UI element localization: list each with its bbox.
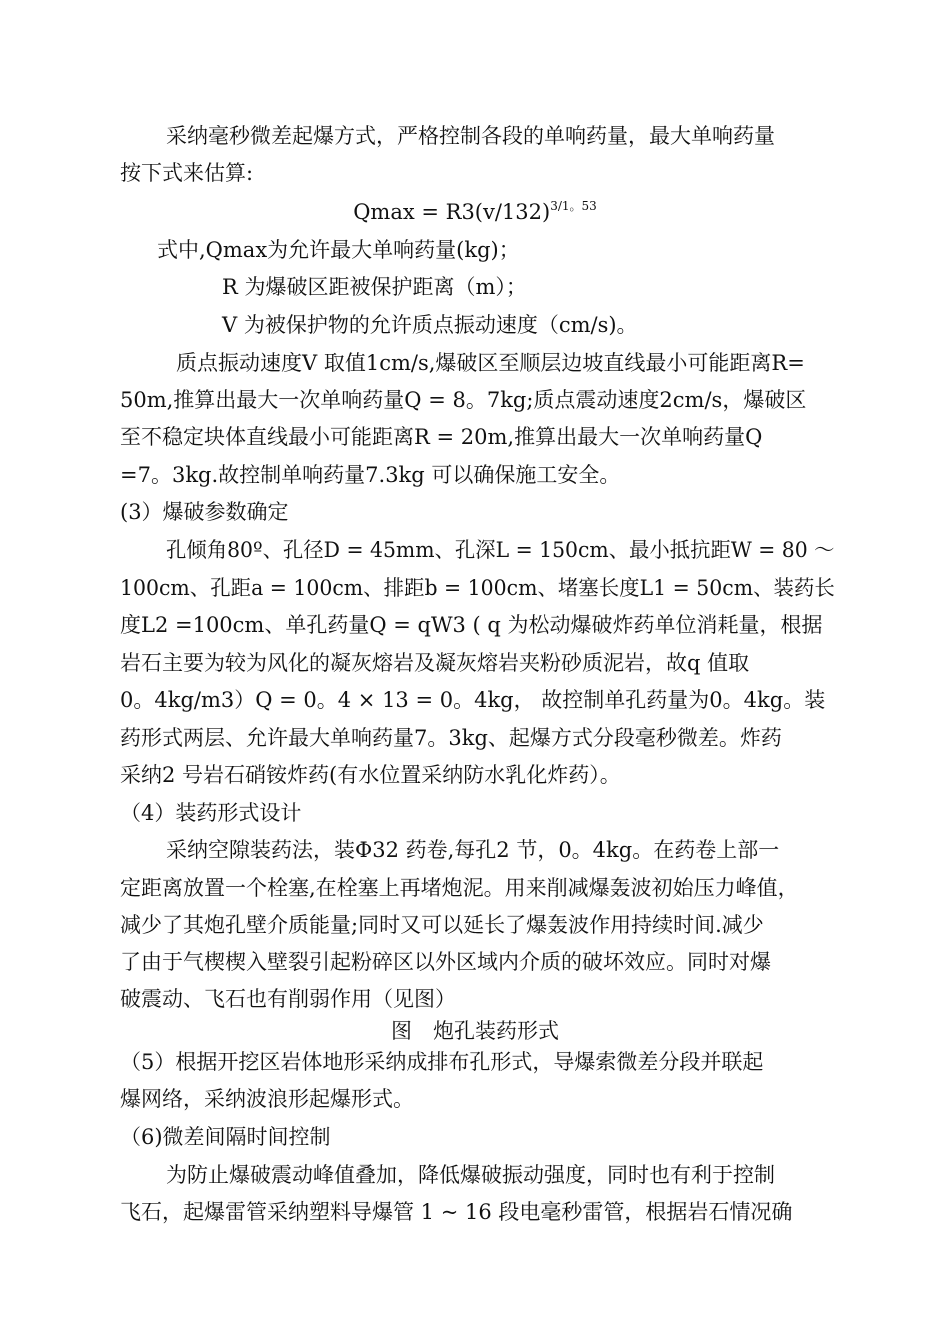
paragraph-3-line-2: 100cm、孔距a = 100cm、排距b = 100cm、堵塞长度L1 = 50cm、装药长 (120, 576, 835, 600)
paragraph-2-line-3: 至不稳定块体直线最小可能距离R = 20m,推算出最大一次单响药量Q (120, 425, 763, 449)
paragraph-2-line-4: =7。3kg.故控制单响药量7.3kg 可以确保施工安全。 (120, 463, 621, 487)
paragraph-4-line-5: 破震动、飞石也有削弱作用（见图） (120, 987, 456, 1011)
formula-exponent: 3/1。53 (550, 199, 597, 213)
paragraph-2-line-2: 50m,推算出最大一次单响药量Q = 8。7kg;质点震动速度2cm/s，爆破区 (120, 388, 807, 412)
definition-r: R 为爆破区距被保护距离（m）； (222, 275, 527, 299)
definition-v: V 为被保护物的允许质点振动速度（cm/s)。 (222, 313, 638, 337)
definition-qmax: 式中,Qmax为允许最大单响药量(kg)； (157, 238, 520, 262)
paragraph-1-line-1: 采纳毫秒微差起爆方式，严格控制各段的单响药量，最大单响药量 (166, 124, 775, 148)
paragraph-4-line-4: 了由于气楔楔入壁裂引起粉碎区以外区域内介质的破坏效应。同时对爆 (120, 950, 771, 974)
paragraph-4-line-1: 采纳空隙装药法，装Φ32 药卷,每孔2 节，0。4kg。在药卷上部一 (166, 838, 780, 862)
section-heading-6: （6)微差间隔时间控制 (120, 1125, 331, 1149)
section-heading-4: （4）装药形式设计 (120, 801, 302, 825)
paragraph-3-line-7: 采纳2 号岩石硝铵炸药(有水位置采纳防水乳化炸药）。 (120, 763, 621, 787)
paragraph-4-line-2: 定距离放置一个栓塞,在栓塞上再堵炮泥。用来削减爆轰波初始压力峰值， (120, 876, 799, 900)
paragraph-4-line-3: 减少了其炮孔壁介质能量;同时又可以延长了爆轰波作用持续时间.减少 (120, 913, 764, 937)
paragraph-6-line-2: 飞石，起爆雷管采纳塑料导爆管 1 ~ 16 段电毫秒雷管，根据岩石情况确 (120, 1200, 793, 1224)
figure-caption: 图 炮孔装药形式 (391, 1019, 559, 1043)
paragraph-1-line-2: 按下式来估算: (120, 161, 254, 185)
paragraph-3-line-1: 孔倾角80º、孔径D = 45mm、孔深L = 150cm、最小抵抗距W = 80 ～ (166, 538, 835, 562)
paragraph-6-line-1: 为防止爆破震动峰值叠加，降低爆破振动强度，同时也有利于控制 (166, 1163, 775, 1187)
paragraph-2-line-1: 质点振动速度V 取值1cm/s,爆破区至顺层边坡直线最小可能距离R= (176, 351, 805, 375)
section-heading-3: (3）爆破参数确定 (120, 500, 289, 524)
formula-base: Qmax = R3(v/132) (353, 200, 551, 224)
formula (0, 197, 950, 227)
paragraph-3-line-3: 度L2 =100cm、单孔药量Q = qW3 ( q 为松动爆破炸药单位消耗量，根据 (120, 613, 823, 637)
paragraph-3-line-6: 药形式两层、允许最大单响药量7。3kg、起爆方式分段毫秒微差。炸药 (120, 726, 782, 750)
paragraph-5-line-1: （5）根据开挖区岩体地形采纳成排布孔形式，导爆索微差分段并联起 (120, 1050, 764, 1074)
paragraph-5-line-2: 爆网络，采纳波浪形起爆形式。 (120, 1087, 414, 1111)
paragraph-3-line-4: 岩石主要为较为风化的凝灰熔岩及凝灰熔岩夹粉砂质泥岩，故q 值取 (120, 651, 750, 675)
paragraph-3-line-5: 0。4kg/m3）Q = 0。4 × 13 = 0。4kg， 故控制单孔药量为0。4kg。装 (120, 688, 826, 712)
